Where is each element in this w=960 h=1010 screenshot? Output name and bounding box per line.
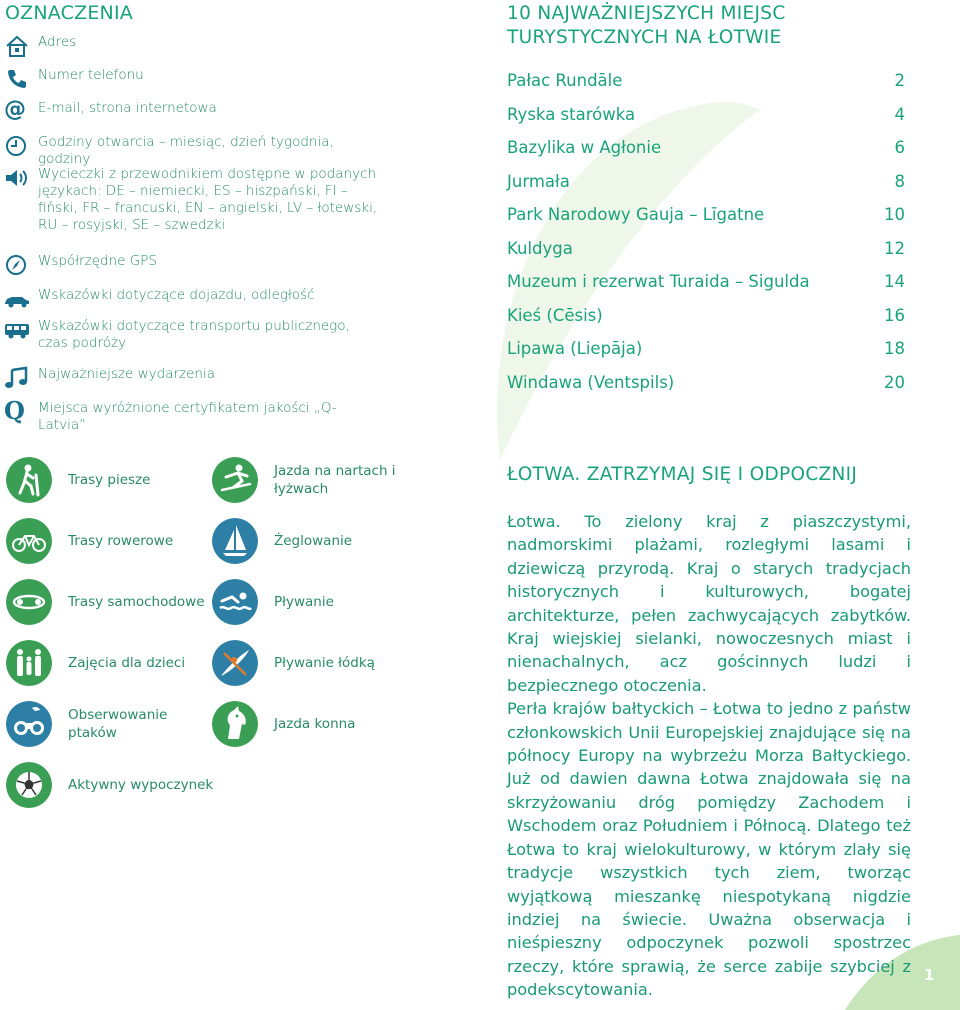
toc-entry-page: 12 <box>884 239 905 258</box>
legend-text: Miejsca wyróżnione certyfikatem jakości „Q-Latvia” <box>38 400 337 433</box>
toc-entry-name: Lipawa (Liepāja) <box>507 339 643 358</box>
legend-text: Współrzędne GPS <box>38 253 157 269</box>
sailing-icon <box>212 518 258 564</box>
activity-swimming <box>212 579 412 629</box>
speaker-icon <box>4 166 30 190</box>
activity-label: Jazda konna <box>274 716 356 732</box>
swimming-icon <box>212 579 258 625</box>
activity-cycling <box>6 518 206 568</box>
activity-hiking <box>6 457 206 507</box>
music-note-icon <box>4 366 30 390</box>
activity-label: Żeglowanie <box>274 533 353 549</box>
toc-entry-name: Bazylika w Agłonie <box>507 138 662 157</box>
toc-entry[interactable] <box>507 306 905 330</box>
toc-entry-name: Ryska starówka <box>507 105 636 124</box>
activity-car-routes <box>6 579 206 629</box>
toc-entry-page: 8 <box>894 172 905 191</box>
legend-title: OZNACZENIA <box>5 2 133 24</box>
house-icon <box>4 34 30 58</box>
article-paragraph: Perła krajów bałtyckich – Łotwa to jedno z państw członkowskich Unii Europejskiej znajdujące się na północy Europy na wybrzeżu Morza Bałtyckiego. Już od dawien dawna Łotwa znajdowała się na skrzyżowaniu dróg pomiędzy Zachodem i Wschodem oraz Południem i Północą. Dlatego też Łotwa to kraj wielokulturowy, w którym zlały się tradycje wszystkich tych ziem, tworząc wyjątkową mieszankę niespotykaną nigdzie indziej na świecie. Uważna obserwacja i nieśpieszny odpoczynek pozwoli spostrzec rzeczy, które sprawią, że serce zabije szybciej z podekscytowania. <box>507 699 911 1000</box>
family-icon <box>6 640 52 686</box>
activity-label: Trasy rowerowe <box>68 533 174 549</box>
at-icon: @ <box>4 97 26 122</box>
activity-sailing <box>212 518 412 568</box>
toc-title: 10 NAJWAŻNIEJSZYCH MIEJSC TURYSTYCZNYCH NA ŁOTWIE <box>507 3 786 48</box>
toc-entry-name: Kieś (Cēsis) <box>507 306 603 325</box>
kayak-icon <box>212 640 258 686</box>
activity-active-leisure <box>6 762 214 812</box>
toc-entry-name: Jurmała <box>507 172 570 191</box>
skiing-icon <box>212 457 258 503</box>
legend-text: Najważniejsze wydarzenia <box>38 366 215 382</box>
toc-entry-name: Kuldyga <box>507 239 573 258</box>
bus-icon <box>4 318 30 342</box>
toc-entry-page: 4 <box>894 105 905 124</box>
activity-label: Jazda na nartach i łyżwach <box>274 463 396 497</box>
activity-label: Pływanie łódką <box>274 655 375 671</box>
activity-label: Zajęcia dla dzieci <box>68 655 186 671</box>
toc-entry-name: Muzeum i rezerwat Turaida – Sigulda <box>507 272 810 291</box>
toc-entry-page: 10 <box>884 205 905 224</box>
toc-entry-page: 18 <box>884 339 905 358</box>
activity-label: Aktywny wypoczynek <box>68 777 214 793</box>
car-icon <box>4 287 30 311</box>
legend-text: E-mail, strona internetowa <box>38 100 217 116</box>
activity-label: Trasy samochodowe <box>68 594 205 610</box>
football-icon <box>6 762 52 808</box>
legend-text: Adres <box>38 34 77 50</box>
activity-birdwatching <box>6 701 206 751</box>
activity-label: Trasy piesze <box>68 472 151 488</box>
toc-entry[interactable] <box>507 239 905 263</box>
toc-entry[interactable] <box>507 205 905 229</box>
binoculars-icon <box>6 701 52 747</box>
hiking-icon <box>6 457 52 503</box>
car-route-icon <box>6 579 52 625</box>
toc-entry-page: 2 <box>894 71 905 90</box>
toc-entry-name: Park Narodowy Gauja – Līgatne <box>507 205 765 224</box>
toc-entry[interactable] <box>507 71 905 95</box>
toc-entry-page: 6 <box>894 138 905 157</box>
activity-horse-riding <box>212 701 412 751</box>
compass-icon <box>4 253 30 277</box>
activity-label: Pływanie <box>274 594 334 610</box>
toc-entry[interactable] <box>507 339 905 363</box>
phone-icon <box>4 67 30 91</box>
toc-entry-page: 20 <box>884 373 905 392</box>
activity-kids <box>6 640 206 690</box>
clock-icon <box>4 134 30 158</box>
q-latvia-icon: Q <box>4 396 25 425</box>
article-paragraph: Łotwa. To zielony kraj z piaszczystymi, nadmorskimi plażami, rozległymi lasami i dziewiczą przyrodą. Kraj o starych tradycjach historycznych i kulturowych, bogatej architekturze, pełen zachwycających zabytków. Kraj wiejskiej sielanki, nowoczesnych miast i nienachalnych, acz gościnnych ludzi i bezpiecznego otoczenia. <box>507 512 911 695</box>
toc-entry[interactable] <box>507 172 905 196</box>
activity-label: Obserwowanie ptaków <box>68 707 168 741</box>
toc-entry-page: 14 <box>884 272 905 291</box>
article-body <box>507 510 911 1002</box>
legend-text: Numer telefonu <box>38 67 144 83</box>
bicycle-icon <box>6 518 52 564</box>
legend-text: Wskazówki dotyczące dojazdu, odległość <box>38 287 315 303</box>
legend-text: Wycieczki z przewodnikiem dostępne w podanych językach: DE – niemiecki, ES – hiszpański, FI – fiński, FR – francuski, EN – angielski, LV – łotewski, RU – rosyjski, SE – szwedzki <box>38 166 378 233</box>
horse-icon <box>212 701 258 747</box>
toc-entry[interactable] <box>507 105 905 129</box>
legend-text: Wskazówki dotyczące transportu publicznego, czas podróży <box>38 318 350 351</box>
activity-boating <box>212 640 412 690</box>
legend-text: Godziny otwarcia – miesiąc, dzień tygodnia, godziny <box>38 134 334 167</box>
toc-entry[interactable] <box>507 138 905 162</box>
activity-skiing <box>212 457 412 507</box>
toc-entry-name: Windawa (Ventspils) <box>507 373 675 392</box>
article-title: ŁOTWA. ZATRZYMAJ SIĘ I ODPOCZNIJ <box>507 464 858 485</box>
toc-entry[interactable] <box>507 272 905 296</box>
toc-entry-page: 16 <box>884 306 905 325</box>
toc-entry-name: Pałac Rundāle <box>507 71 623 90</box>
page-number: 1 <box>924 966 935 984</box>
toc-entry[interactable] <box>507 373 905 397</box>
